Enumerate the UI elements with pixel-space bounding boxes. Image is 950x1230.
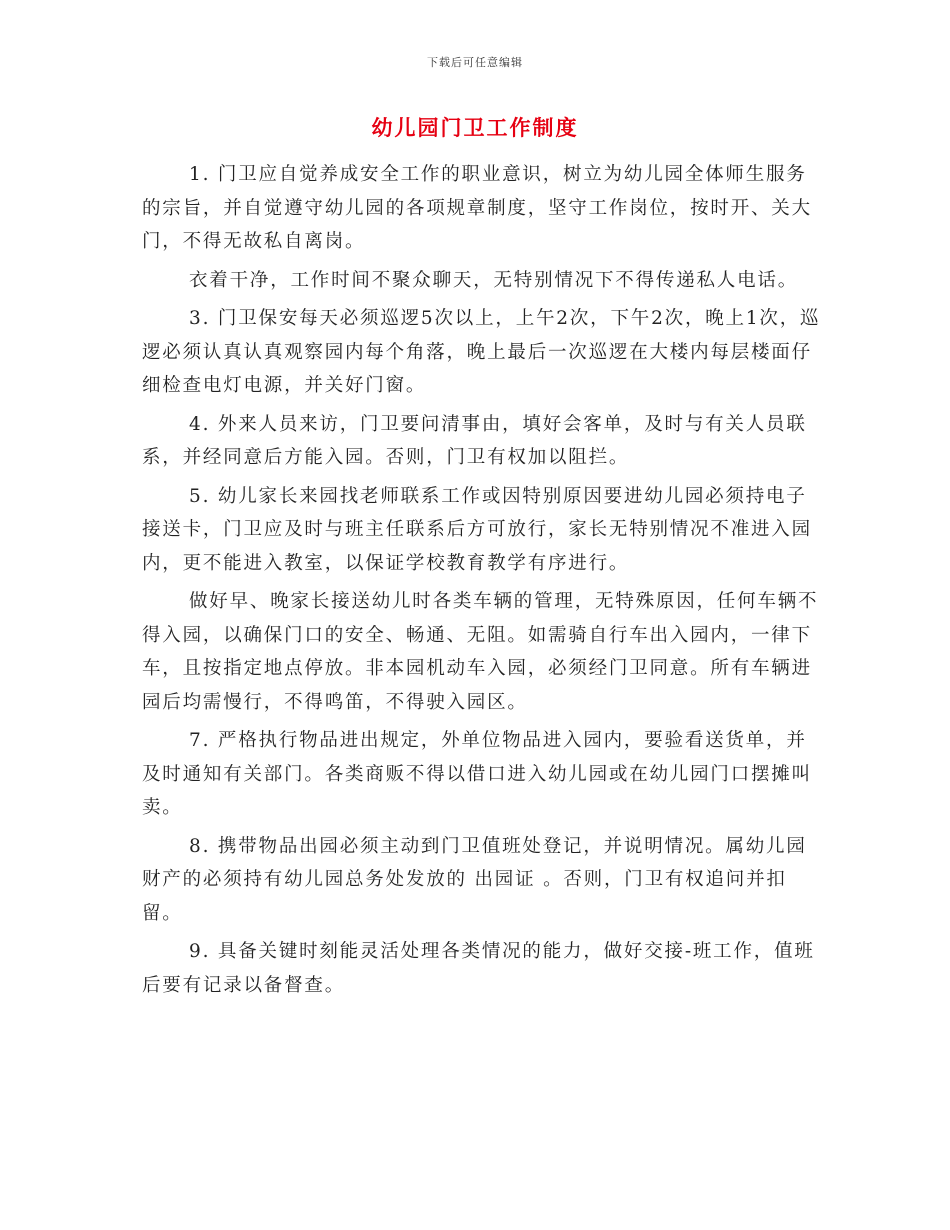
paragraph-rule-4: 4. 外来人员来访，门卫要问清事由，填好会客单，及时与有关人员联系，并经同意后方能入园。否则，门卫有权加以阻拦。 [142, 413, 807, 468]
paragraph-rule-8: 8. 携带物品出园必须主动到门卫值班处登记，并说明情况。属幼儿园财产的必须持有幼儿园总务处发放的 出园证 。否则，门卫有权追问并扣留。 [142, 835, 807, 924]
paragraph-rule-5: 5. 幼儿家长来园找老师联系工作或因特别原因要进幼儿园必须持电子接送卡，门卫应及时与班主任联系后方可放行，家长无特别情况不准进入园内，更不能进入教室，以保证学校教育教学有序进行。 [142, 485, 812, 574]
document-body [142, 158, 822, 1007]
paragraph-rule-3: 3. 门卫保安每天必须巡逻5次以上，上午2次，下午2次，晚上1次，巡逻必须认真认真观察园内每个角落，晚上最后一次巡逻在大楼内每层楼面仔细检查电灯电源，并关好门窗。 [142, 308, 821, 396]
paragraph-rule-9: 9. 具备关键时刻能灵活处理各类情况的能力，做好交接-班工作，值班后要有记录以备督查。 [142, 941, 815, 996]
paragraph-rule-6: 做好早、晚家长接送幼儿时各类车辆的管理，无特殊原因，任何车辆不得入园，以确保门口的安全、畅通、无阻。如需骑自行车出入园内，一律下车，且按指定地点停放。非本园机动车入园，必须经门卫同意。所有车辆进园后均需慢行，不得鸣笛，不得驶入园区。 [142, 591, 819, 713]
header-note: 下载后可任意编辑 [427, 56, 523, 69]
paragraph-rule-1: 1. 门卫应自觉养成安全工作的职业意识，树立为幼儿园全体师生服务的宗旨，并自觉遵守幼儿园的各项规章制度，坚守工作岗位，按时开、关大门，不得无故私自离岗。 [142, 164, 812, 252]
paragraph-rule-7: 7. 严格执行物品进出规定，外单位物品进入园内，要验看送货单，并及时通知有关部门。各类商贩不得以借口进入幼儿园或在幼儿园门口摆摊叫卖。 [142, 730, 812, 818]
document-title: 幼儿园门卫工作制度 [371, 115, 579, 140]
paragraph-rule-2: 衣着干净，工作时间不聚众聊天，无特别情况下不得传递私人电话。 [189, 269, 799, 291]
